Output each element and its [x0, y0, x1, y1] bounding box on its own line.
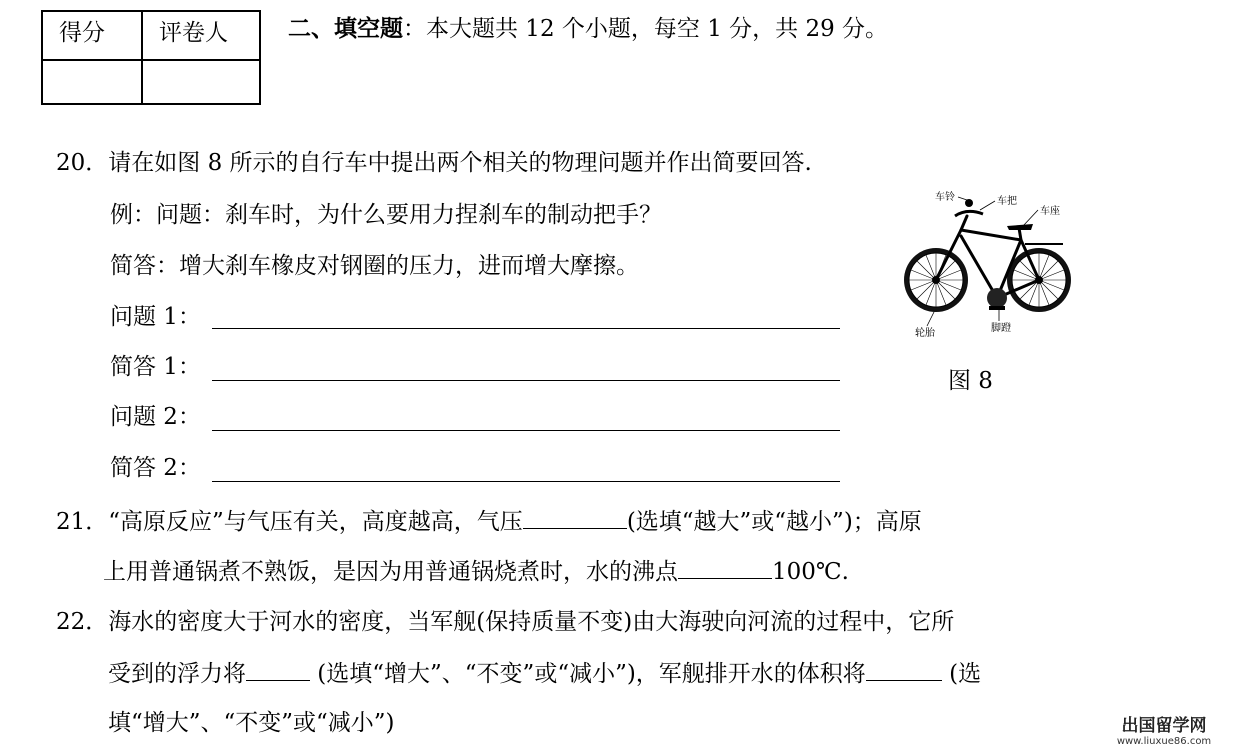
seat — [1007, 224, 1033, 230]
question-21-line-1 — [56, 506, 922, 537]
section-title: 二、填空题 — [288, 15, 403, 42]
question-1-label: 问题 1： — [110, 304, 201, 330]
answer-2-label: 简答 2： — [110, 455, 201, 481]
fill-blank[interactable] — [246, 658, 310, 681]
bell-label: 车铃 — [935, 192, 955, 203]
figure-caption: 图 8 — [948, 368, 993, 394]
question-text: (选填“越大”或“越小”)；高原 — [626, 509, 922, 535]
score-header: 得分 — [59, 20, 105, 46]
example-answer: 简答：增大刹车橡皮对钢圈的压力，进而增大摩擦。 — [110, 253, 639, 279]
pedal — [989, 306, 1005, 310]
question-text: 受到的浮力将 — [108, 661, 246, 687]
question-22-line-3: 填“增大”、“不变”或“减小”) — [108, 710, 395, 736]
grader-header: 评卷人 — [159, 20, 228, 46]
section-description: ：本大题共 12 个小题，每空 1 分，共 29 分。 — [403, 16, 889, 42]
question-22-line-2 — [108, 658, 981, 689]
question-text: “高原反应”与气压有关，高度越高，气压 — [108, 509, 523, 535]
question-text: (选 — [941, 661, 982, 687]
fill-blank[interactable] — [678, 556, 772, 579]
watermark-cn: 出国留学网 — [1121, 716, 1207, 736]
question-text: 请在如图 8 所示的自行车中提出两个相关的物理问题并作出简要回答. — [108, 150, 812, 176]
bicycle-figure — [895, 188, 1075, 343]
question-text: (选填“增大”、“不变”或“减小”)，军舰排开水的体积将 — [310, 661, 866, 687]
fill-blank[interactable] — [523, 506, 627, 529]
question-text: 上用普通锅煮不熟饭，是因为用普通锅烧煮时，水的沸点 — [103, 559, 678, 585]
site-watermark — [1099, 716, 1229, 750]
question-20 — [56, 148, 812, 178]
question-text: 100℃. — [772, 559, 849, 585]
chainring — [987, 288, 1007, 308]
answer-line[interactable] — [212, 328, 840, 329]
fill-blank[interactable] — [866, 658, 942, 681]
seat-label: 车座 — [1040, 206, 1060, 217]
example-question: 例：问题：刹车时，为什么要用力捏刹车的制动把手？ — [110, 202, 662, 228]
table-divider — [43, 59, 259, 61]
section-heading — [288, 14, 888, 44]
question-number: 20． — [56, 150, 109, 176]
score-table — [41, 10, 261, 105]
table-divider — [141, 12, 143, 103]
question-text: 海水的密度大于河水的密度，当军舰(保持质量不变)由大海驶向河流的过程中，它所 — [108, 609, 955, 635]
watermark-url: www.liuxue86.com — [1116, 736, 1212, 747]
answer-line[interactable] — [212, 430, 840, 431]
answer-1-label: 简答 1： — [110, 354, 201, 380]
bell — [965, 199, 973, 207]
question-22-line-1 — [56, 607, 954, 637]
pedal-label: 脚蹬 — [991, 323, 1011, 334]
handlebar-label: 车把 — [997, 196, 1017, 207]
question-21-line-2 — [103, 556, 849, 587]
tire-label: 轮胎 — [915, 328, 935, 339]
question-2-label: 问题 2： — [110, 404, 201, 430]
question-number: 22． — [56, 609, 109, 635]
handlebar — [955, 211, 983, 216]
answer-line[interactable] — [212, 380, 840, 381]
question-number: 21． — [56, 509, 109, 535]
answer-line[interactable] — [212, 481, 840, 482]
